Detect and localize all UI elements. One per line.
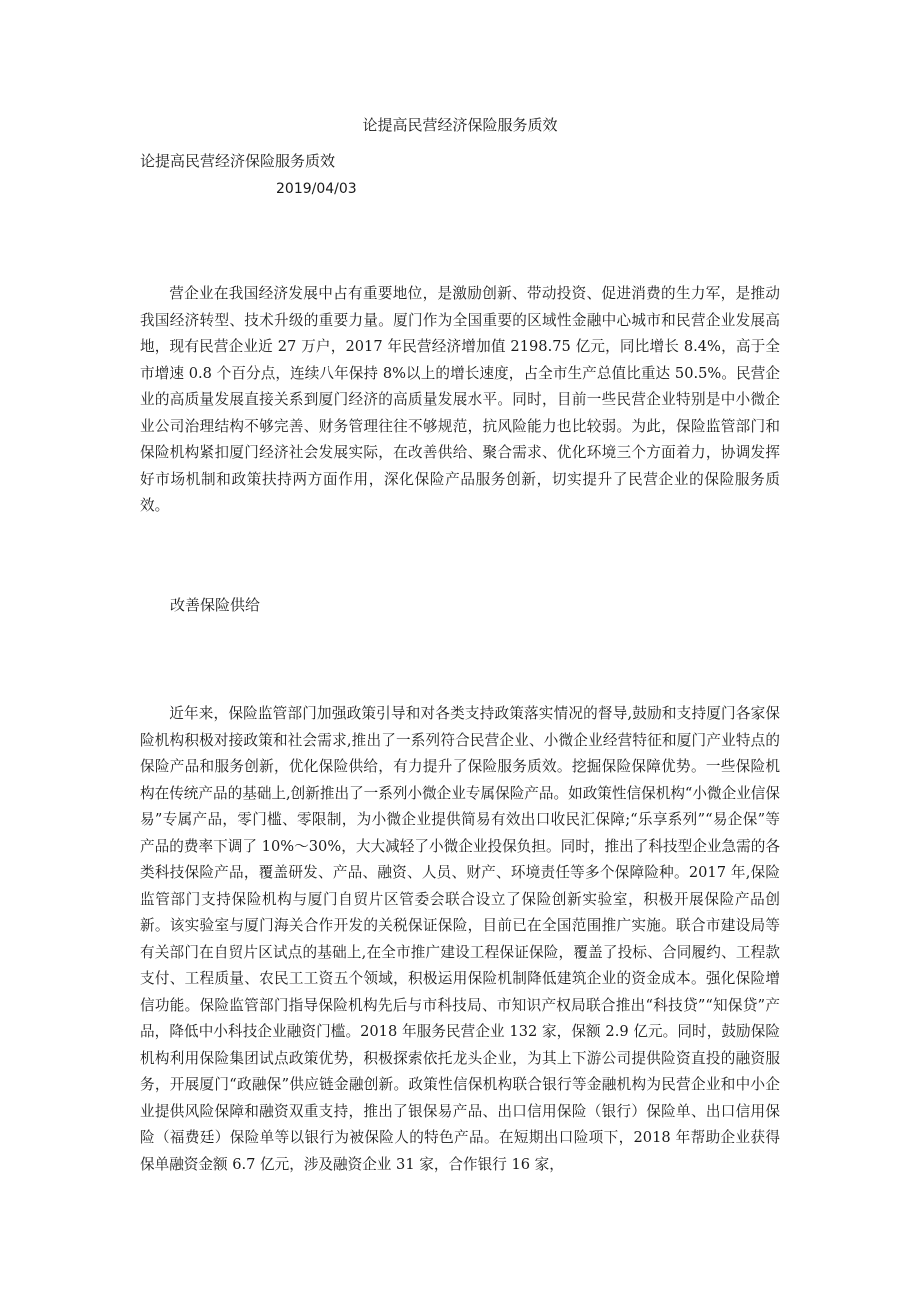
document-subtitle: 论提高民营经济保险服务质效 [140, 152, 336, 170]
document-title: 论提高民营经济保险服务质效 [362, 116, 558, 134]
body-paragraph: 近年来，保险监管部门加强政策引导和对各类支持政策落实情况的督导,鼓励和支持厦门各家保险机构积极对接政策和社会需求,推出了一系列符合民营企业、小微企业经营特征和厦门产业特点的保险产品和服务创新，优化保险供给，有力提升了保险服务质效。挖掘保险保障优势。一些保险机构在传统产品的基础上,创新推出了一系列小微企业专属保险产品。如政策性信保机构“小微企业信保易”专属产品，零门槛、零限制，为小微企业提供简易有效出口收民汇保障;“乐享系列”“易企保”等产品的费率下调了 10%～30%，大大减轻了小微企业投保负担。同时，推出了科技型企业急需的各类科技保险产品，覆盖研发、产品、融资、人员、财产、环境责任等多个保障险种。2017 年,保险监管部门支持保险机构与厦门自贸片区管委会联合设立了保险创新实验室，积极开展保险产品创新。该实验室与厦门海关合作开发的关税保证保险，目前已在全国范围推广实施。联合市建设局等有关部门在自贸片区试点的基础上,在全市推广建设工程保证保险，覆盖了投标、合同履约、工程款支付、工程质量、农民工工资五个领域，积极运用保险机制降低建筑企业的资金成本。强化保险增信功能。保险监管部门指导保险机构先后与市科技局、市知识产权局联合推出“科技贷”“知保贷”产品，降低中小科技企业融资门槛。2018 年服务民营企业 132 家，保额 2.9 亿元。同时，鼓励保险机构利用保险集团试点政策优势，积极探索依托龙头企业，为其上下游公司提供险资直投的融资服务，开展厦门“政融保”供应链金融创新。政策性信保机构联合银行等金融机构为民营企业和中小企业提供风险保障和融资双重支持，推出了银保易产品、出口信用保险（银行）保险单、出口信用保险（福费廷）保险单等以银行为被保险人的特色产品。在短期出口险项下，2018 年帮助企业获得保单融资金额 6.7 亿元，涉及融资企业 31 家，合作银行 16 家， [140, 705, 780, 1173]
section-heading: 改善保险供给 [170, 596, 261, 614]
intro-paragraph: 营企业在我国经济发展中占有重要地位，是激励创新、带动投资、促进消费的生力军，是推动我国经济转型、技术升级的重要力量。厦门作为全国重要的区域性金融中心城市和民营企业发展高地，现有民营企业近 27 万户，2017 年民营经济增加值 2198.75 亿元，同比增长 8.4%，高于全市增速 0.8 个百分点，连续八年保持 8%以上的增长速度，占全市生产总值比重达 50.5%。民营企业的高质量发展直接关系到厦门经济的高质量发展水平。同时，目前一些民营企业特别是中小微企业公司治理结构不够完善、财务管理往往不够规范，抗风险能力也比较弱。为此，保险监管部门和保险机构紧扣厦门经济社会发展实际，在改善供给、聚合需求、优化环境三个方面着力，协调发挥好市场机制和政策扶持两方面作用，深化保险产品服务创新，切实提升了民营企业的保险服务质效。 [140, 285, 780, 514]
publish-date: 2019/04/03 [276, 181, 357, 197]
